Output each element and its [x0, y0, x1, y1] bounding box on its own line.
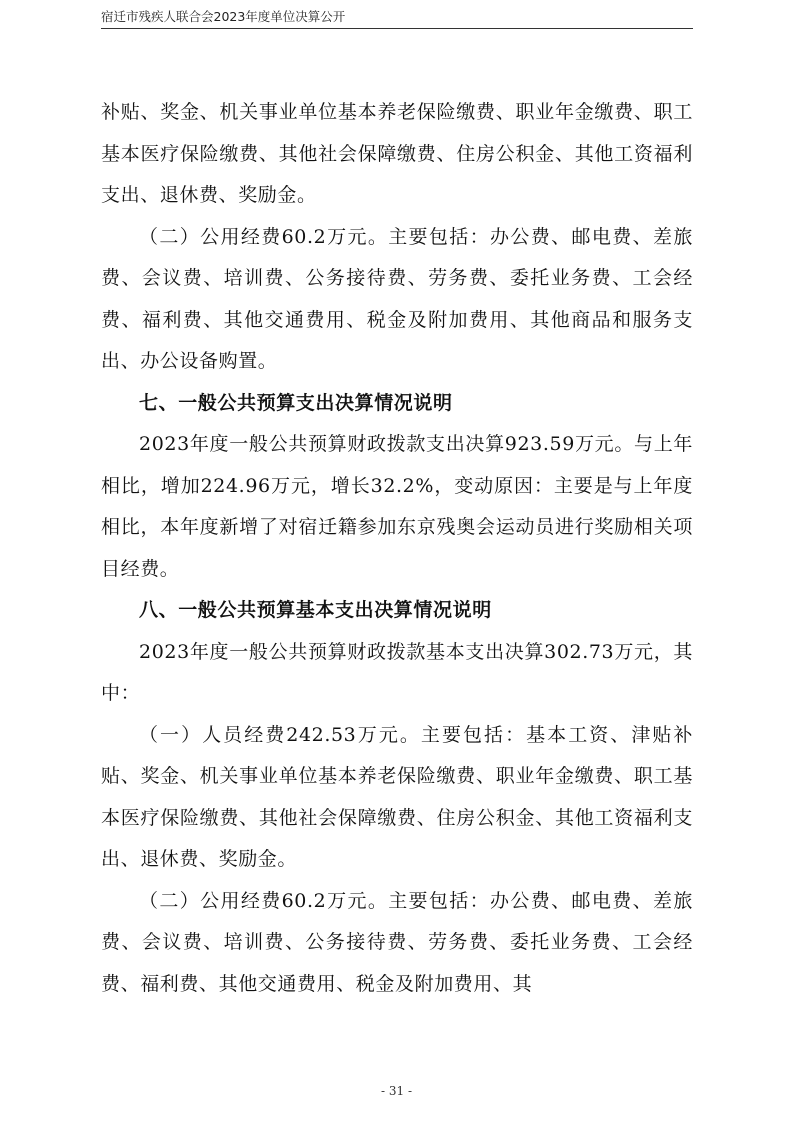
section-heading-8: 八、一般公共预算基本支出决算情况说明	[139, 599, 492, 621]
paragraph-basic-expenditure: 2023年度一般公共预算财政拨款基本支出决算302.73万元，其中：	[101, 640, 693, 704]
paragraph-general-budget-expenditure: 2023年度一般公共预算财政拨款支出决算923.59万元。与上年相比，增加224.96万元，增长32.2%，变动原因：主要是与上年度相比，本年度新增了对宿迁籍参加东京残奥会运动员进行奖励相关项目经费。	[101, 433, 693, 580]
header-rule	[101, 28, 693, 29]
paragraph-public-cost-1: （二）公用经费60.2万元。主要包括：办公费、邮电费、差旅费、会议费、培训费、公务接待费、劳务费、委托业务费、工会经费、福利费、其他交通费用、税金及附加费用、其他商品和服务支出、办公设备购置。	[101, 225, 693, 372]
paragraph-staff-cost-continued: 补贴、奖金、机关事业单位基本养老保险缴费、职业年金缴费、职工基本医疗保险缴费、其他社会保障缴费、住房公积金、其他工资福利支出、退休费、奖励金。	[101, 101, 693, 206]
paragraph-public-cost-2: （二）公用经费60.2万元。主要包括：办公费、邮电费、差旅费、会议费、培训费、公务接待费、劳务费、委托业务费、工会经费、福利费、其他交通费用、税金及附加费用、其	[101, 889, 693, 995]
running-header: 宿迁市残疾人联合会2023年度单位决算公开	[101, 9, 346, 24]
paragraph-staff-cost: （一）人员经费242.53万元。主要包括：基本工资、津贴补贴、奖金、机关事业单位基本养老保险缴费、职业年金缴费、职工基本医疗保险缴费、其他社会保障缴费、住房公积金、其他工资福利支出、退休费、奖励金。	[101, 723, 693, 870]
document-body	[101, 92, 693, 1005]
page-number: - 31 -	[380, 1084, 412, 1098]
section-heading-7: 七、一般公共预算支出决算情况说明	[139, 391, 453, 414]
